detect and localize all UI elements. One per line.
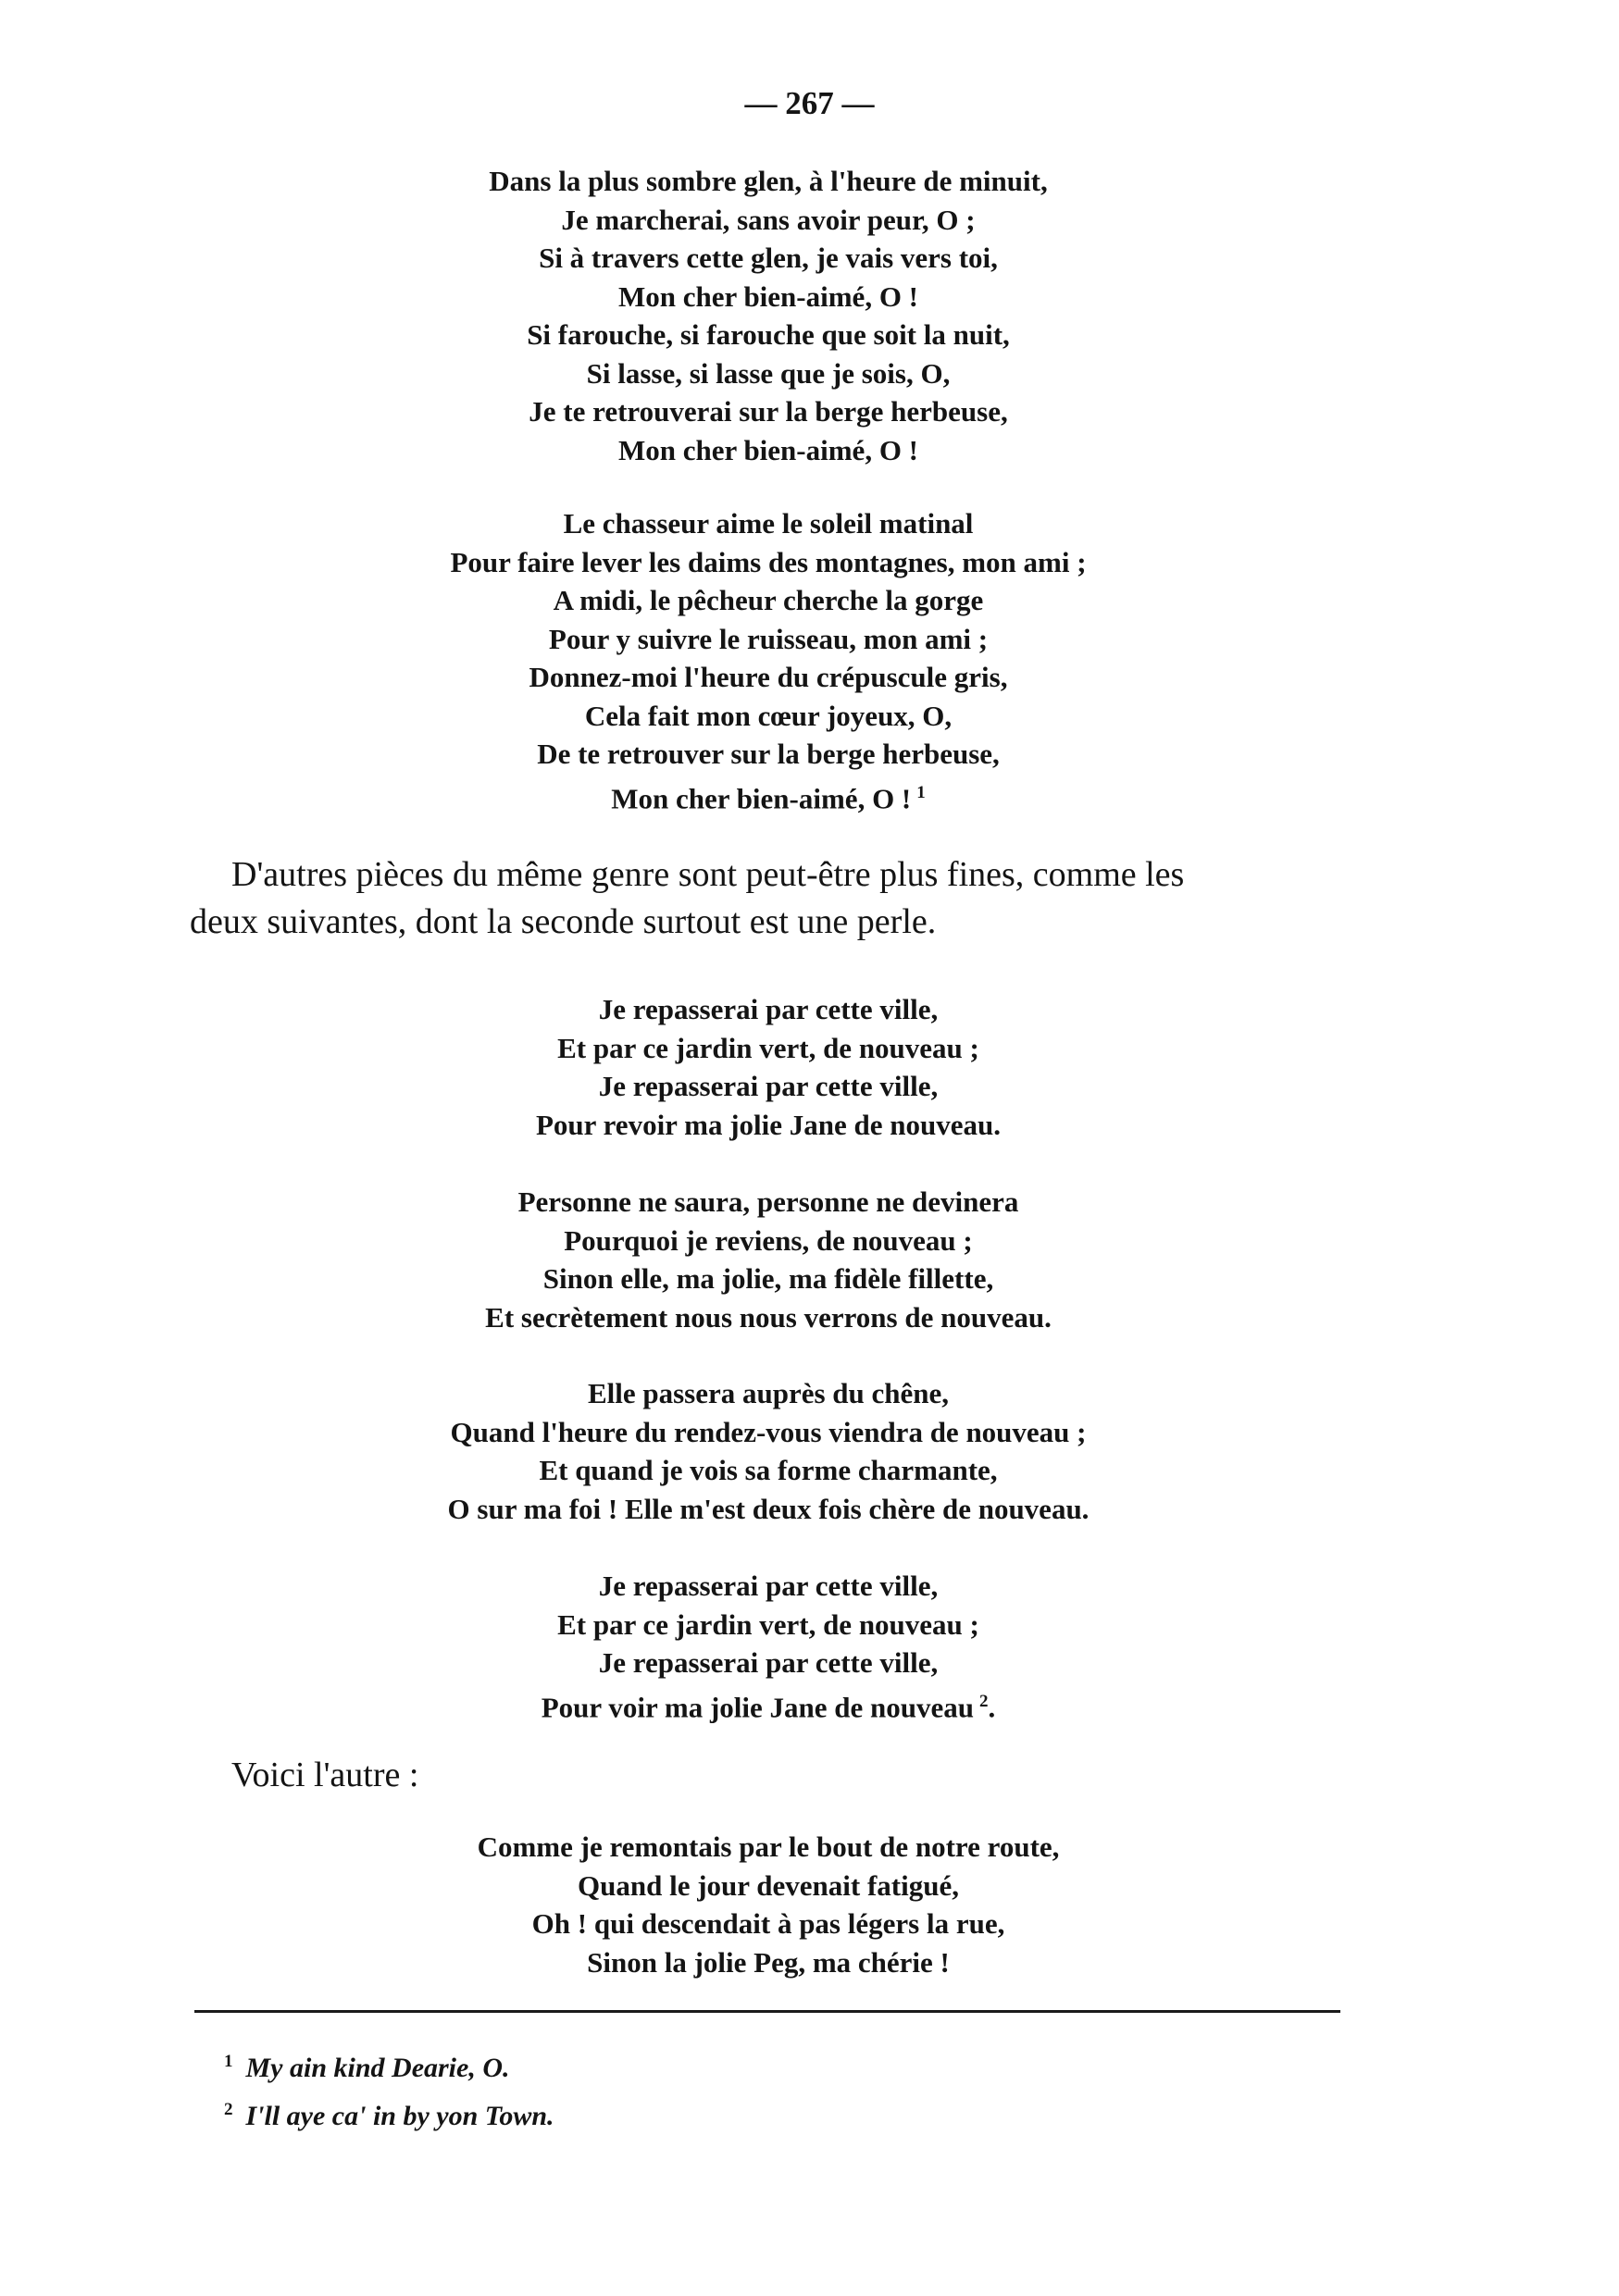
verse-line <box>315 1682 1222 1727</box>
verse-line: Oh ! qui descendait à pas légers la rue, <box>531 1907 1005 1940</box>
verse-line: Donnez-moi l'heure du crépuscule gris, <box>529 661 1008 693</box>
verse-line: Comme je remontais par le bout de notre route, <box>477 1831 1060 1863</box>
footnotes <box>224 2041 1242 2137</box>
verse-line: Si lasse, si lasse que je sois, O, <box>586 356 951 390</box>
footnote-ref: 1 <box>916 782 926 802</box>
poem2-stanza3 <box>315 1374 1222 1528</box>
verse-line: Et par ce jardin vert, de nouveau ; <box>557 1607 979 1641</box>
poem1-stanza2 <box>315 504 1222 817</box>
footnote <box>224 2089 1242 2137</box>
prose-paragraph <box>190 1752 1430 1799</box>
verse-line: Cela fait mon cœur joyeux, O, <box>584 699 953 732</box>
verse-line: Dans la plus sombre glen, à l'heure de minuit, <box>489 165 1048 197</box>
footnote-mark: 1 <box>224 2052 233 2071</box>
verse-line: Pour revoir ma jolie Jane de nouveau. <box>535 1108 1001 1141</box>
verse-line: Je te retrouverai sur la berge herbeuse, <box>529 395 1008 428</box>
poem2-stanza4 <box>315 1567 1222 1726</box>
verse-line: Je repasserai par cette ville, <box>598 1646 939 1679</box>
verse-line: Si à travers cette glen, je vais vers toi, <box>539 242 998 274</box>
verse-line: Et secrètement nous nous verrons de nouveau. <box>485 1300 1052 1334</box>
verse-line: Le chasseur aime le soleil matinal <box>563 507 974 540</box>
verse-line: Je marcherai, sans avoir peur, O ; <box>561 203 976 236</box>
verse-line: Pour y suivre le ruisseau, mon ami ; <box>548 622 989 655</box>
verse-line: Mon cher bien-aimé, O ! <box>617 433 919 466</box>
verse-line: Pourquoi je reviens, de nouveau ; <box>564 1223 973 1257</box>
verse-text: Pour voir ma jolie Jane de nouveau <box>541 1690 975 1723</box>
footnote-text: My ain kind Dearie, O. <box>245 2053 510 2083</box>
verse-line: Pour faire lever les daims des montagnes, mon ami ; <box>450 545 1087 578</box>
verse-line: Je repasserai par cette ville, <box>598 1570 939 1602</box>
prose-line: D'autres pièces du même genre sont peut-être plus fines, comme les <box>231 855 1185 894</box>
poem2-stanza1 <box>315 990 1222 1144</box>
verse-text: . <box>988 1690 996 1723</box>
verse-line: Je repasserai par cette ville, <box>598 1070 939 1102</box>
footnote-text: I'll aye ca' in by yon Town. <box>245 2101 554 2131</box>
verse-line: Personne ne saura, personne ne devinera <box>517 1185 1019 1218</box>
verse-line: A midi, le pêcheur cherche la gorge <box>553 584 984 616</box>
poem1-stanza1 <box>315 162 1222 469</box>
verse-line: Je repasserai par cette ville, <box>598 993 939 1025</box>
verse-line <box>315 774 1222 818</box>
prose-line: deux suivantes, dont la seconde surtout est une perle. <box>190 902 937 941</box>
page-number: — 267 — <box>744 85 875 121</box>
footnote-mark: 2 <box>224 2100 233 2119</box>
verse-line: Sinon la jolie Peg, ma chérie ! <box>587 1945 950 1979</box>
verse-line: De te retrouver sur la berge herbeuse, <box>537 738 1000 770</box>
prose-paragraph <box>190 851 1430 946</box>
poem2-stanza2 <box>315 1183 1222 1336</box>
verse-line: Quand le jour devenait fatigué, <box>578 1868 959 1902</box>
verse-line: Mon cher bien-aimé, O ! <box>617 279 919 313</box>
footnote-ref: 2 <box>979 1691 989 1711</box>
verse-line: Et par ce jardin vert, de nouveau ; <box>557 1031 979 1064</box>
verse-text: Mon cher bien-aimé, O ! <box>611 781 912 814</box>
verse-line: O sur ma foi ! Elle m'est deux fois chère de nouveau. <box>447 1492 1090 1525</box>
verse-line: Quand l'heure du rendez-vous viendra de nouveau ; <box>450 1415 1087 1448</box>
verse-line: Et quand je vois sa forme charmante, <box>539 1454 998 1486</box>
prose-line: Voici l'autre : <box>231 1756 419 1794</box>
verse-line: Si farouche, si farouche que soit la nuit, <box>527 318 1010 351</box>
footnote <box>224 2041 1242 2089</box>
verse-line: Elle passera auprès du chêne, <box>587 1377 950 1409</box>
footnote-rule <box>194 2010 1340 2013</box>
verse-line: Sinon elle, ma jolie, ma fidèle fillette, <box>542 1262 994 1295</box>
poem3-stanza1 <box>315 1828 1222 1981</box>
